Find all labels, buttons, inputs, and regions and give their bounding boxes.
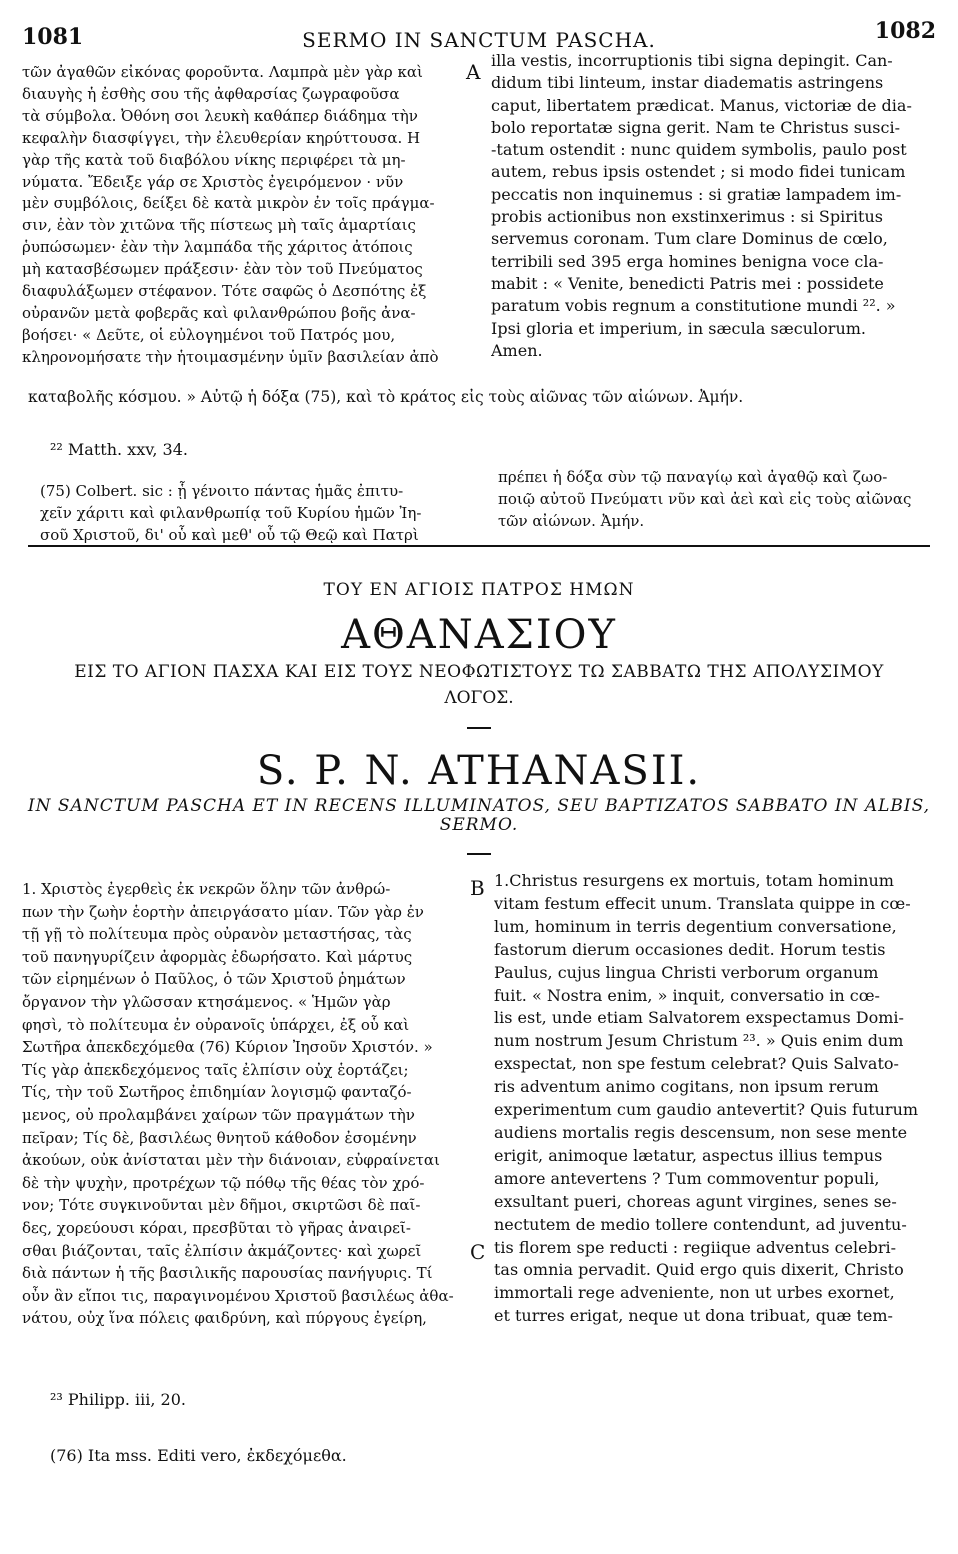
text-line: τοῦ πανηγυρίζειν ἀφορμὰς ἐδωρήσατο. Καὶ μάρτυς bbox=[22, 947, 413, 966]
text-line: τῶν ἀγαθῶν εἰκόνας φοροῦντα. Λαμπρὰ μὲν γὰρ καὶ bbox=[22, 63, 423, 81]
text-line: et turres erigat, neque ut dona tribuat, quæ tem- bbox=[494, 1306, 893, 1326]
text-line: τὰ σύμβολα. Ὀθόνη σοι λευκὴ καθάπερ διάδημα τὴν bbox=[22, 106, 418, 125]
text-line: bolo reportatæ signa gerit. Nam te Christus susci- bbox=[491, 117, 900, 137]
text-line: διαυγὴς ἡ ἐσθὴς σου τῆς ἀφθαρσίας ζωγραφοῦσα bbox=[22, 84, 400, 103]
text-line: 1. Χριστὸς ἐγερθεὶς ἐκ νεκρῶν ὅλην τῶν ἀνθρώ- bbox=[22, 880, 391, 898]
text-line: servemus coronam. Tum clare Dominus de cœlo, bbox=[491, 229, 888, 249]
text-line: probis actionibus non exstinxerimus : si Spiritus bbox=[491, 207, 883, 227]
text-line: Τίς γὰρ ἀπεκδεχόμενος ταῖς ἐλπίσιν οὐχ ἑορτάζει; bbox=[22, 1060, 409, 1079]
text-line: lis est, unde etiam Salvatorem exspectamus Domi- bbox=[494, 1008, 904, 1028]
footnote-line: σοῦ Χριστοῦ, δι' οὗ καὶ μεθ' οὗ τῷ Θεῷ καὶ Πατρὶ bbox=[40, 526, 419, 544]
top-greek-last-line: καταβολῆς κόσμου. » Αὐτῷ ἡ δόξα (75), καὶ τὸ κράτος εἰς τοὺς αἰῶνας τῶν αἰώνων. Ἀμήν. bbox=[28, 388, 744, 406]
text-line: vitam festum effecit unum. Translata quippe in cœ- bbox=[494, 893, 911, 913]
text-line: Amen. bbox=[491, 340, 543, 360]
text-line: Σωτῆρα ἀπεκδεχόμεθα (76) Κύριον Ἰησοῦν Χριστόν. » bbox=[22, 1038, 433, 1057]
title-athanasius-greek: ΑΘΑΝΑΣΙΟΥ bbox=[341, 612, 617, 658]
text-line: Paulus, cujus lingua Christi verborum organum bbox=[494, 962, 879, 982]
text-line: illa vestis, incorruptionis tibi signa depingit. Can- bbox=[491, 51, 893, 70]
right-page-number: 1082 bbox=[874, 18, 936, 44]
text-line: fastorum dierum occasiones dedit. Horum testis bbox=[494, 939, 886, 959]
title-athanasius-latin: S. P. N. ATHANASII. bbox=[256, 748, 702, 794]
footnote-line: ποιῷ αὐτοῦ Πνεύματι νῦν καὶ ἀεὶ καὶ εἰς τοὺς αἰῶνας bbox=[498, 490, 912, 508]
text-line: terribili sed 395 erga homines benigna voce cla- bbox=[491, 251, 884, 271]
footnote-75-left bbox=[40, 480, 470, 546]
title-dash-1 bbox=[467, 727, 491, 729]
text-line: τῶν εἰρημένων ὁ Παῦλος, ὁ τῶν Χριστοῦ ῥημάτων bbox=[22, 970, 406, 989]
text-line: πων τὴν ζωὴν ἑορτὴν ἀπειργάσατο μίαν. Τῶν γὰρ ἐν bbox=[22, 902, 424, 921]
section-divider bbox=[28, 545, 930, 547]
text-line: σθαι βιάζονται, ταῖς ἐλπίσιν ἀκμάζοντες· καὶ χωρεῖ bbox=[22, 1241, 422, 1260]
text-line: γὰρ τῆς κατὰ τοῦ διαβόλου νίκης περιφέρει τὰ μη- bbox=[22, 150, 406, 169]
title-line-greek-small: ΤΟΥ ΕΝ ΑΓΙΟΙΣ ΠΑΤΡΟΣ ΗΜΩΝ bbox=[323, 580, 635, 600]
text-line: audiens mortalis regis descensum, non sese mente bbox=[494, 1122, 908, 1142]
text-line: πεῖραν; Τίς δὲ, βασιλέως θνητοῦ κάθοδον ἐσομένην bbox=[22, 1128, 417, 1147]
text-line: amore antevertens ? Tum commoventur populi, bbox=[494, 1168, 880, 1188]
text-line: ris adventum animo cogitans, non ipsum rerum bbox=[494, 1077, 879, 1097]
text-line: didum tibi linteum, instar diadematis astringens bbox=[491, 73, 884, 93]
text-line: caput, libertatem prædicat. Manus, victoriæ de dia- bbox=[491, 95, 912, 115]
text-line: erigit, animoque lætatur, aspectus illius tempus bbox=[494, 1145, 883, 1165]
margin-marker-b: B bbox=[470, 876, 485, 900]
text-line: νύματα. Ἔδειξε γάρ σε Χριστὸς ἐγειρόμενον · νῦν bbox=[22, 172, 404, 191]
text-line: δες, χορεύουσι κόραι, πρεσβῦται τὸ γῆρας ἀναιρεῖ- bbox=[22, 1218, 411, 1237]
text-line: Ipsi gloria et imperium, in sæcula sæculorum. bbox=[491, 318, 866, 338]
text-line: peccatis non inquinemus : si gratiæ lampadem im- bbox=[491, 184, 902, 204]
text-line: διὰ πάντων ἡ τῆς βασιλικῆς παρουσίας πανήγυρις. Τί bbox=[22, 1264, 433, 1283]
top-latin-column bbox=[491, 50, 936, 362]
title-subtitle-latin: IN SANCTUM PASCHA ET IN RECENS ILLUMINATOS, SEU BAPTIZATOS SABBATO IN ALBIS, bbox=[27, 796, 931, 816]
text-line: κληρονομήσατε τὴν ἡτοιμασμένην ὑμῖν βασιλείαν ἀπὸ bbox=[22, 347, 439, 366]
footnote-line: χεῖν χάριτι καὶ φιλανθρωπίᾳ τοῦ Κυρίου ἡμῶν Ἰη- bbox=[40, 504, 422, 522]
top-greek-column bbox=[22, 62, 466, 369]
text-line: experimentum cum gaudio antevertit? Quis futurum bbox=[494, 1100, 919, 1120]
text-line: μὲν συμβόλοις, δείξει δὲ κατὰ μικρὸν ἐν τοῖς πράγμα- bbox=[22, 194, 435, 213]
text-line: τῇ γῇ τὸ πολίτευμα πρὸς οὐρανὸν μεταστήσας, τὰς bbox=[22, 925, 412, 944]
text-line: ἀκούων, οὐκ ἀνίσταται μὲν τὴν διάνοιαν, εὐφραίνεται bbox=[22, 1151, 440, 1170]
title-dash-2 bbox=[467, 853, 491, 855]
body-greek-column bbox=[22, 878, 468, 1330]
title-logos: ΛΟΓΟΣ. bbox=[444, 688, 514, 708]
text-line: ῥυπώσωμεν· ἐὰν τὴν λαμπάδα τῆς χάριτος ἀτόποις bbox=[22, 238, 413, 257]
text-line: ὄργανον τὴν γλῶσσαν κτησάμενος. « Ἡμῶν γὰρ bbox=[22, 992, 391, 1011]
text-line: -tatum ostendit : nunc quidem symbolis, paulo post bbox=[491, 140, 907, 160]
title-subtitle-greek: ΕΙΣ ΤΟ ΑΓΙΟΝ ΠΑΣΧΑ ΚΑΙ ΕΙΣ ΤΟΥΣ ΝΕΟΦΩΤΙΣΤΟΥΣ ΤΩ ΣΑΒΒΑΤΩ ΤΗΣ ΑΠΟΛΥΣΙΜΟΥ bbox=[74, 662, 884, 682]
text-line: διαφυλάξωμεν στέφανον. Τότε σαφῶς ὁ Δεσπότης ἐξ bbox=[22, 282, 427, 301]
text-line: μενος, οὐ προλαμβάνει χαίρων τῶν πραγμάτων τὴν bbox=[22, 1105, 415, 1124]
title-sermo: SERMO. bbox=[439, 815, 519, 835]
body-latin-column bbox=[494, 870, 938, 1328]
text-line: κεφαλὴν διασφίγγει, τὴν ἐλευθερίαν κηρύττουσα. Η bbox=[22, 128, 421, 147]
text-line: δὲ τὴν ψυχὴν, προτρέχων τῷ πόθῳ τῆς θέας τὸν χρό- bbox=[22, 1173, 425, 1192]
footnote-line: πρέπει ἡ δόξα σὺν τῷ παναγίῳ καὶ ἀγαθῷ καὶ ζωο- bbox=[498, 468, 888, 486]
text-line: 1.Christus resurgens ex mortuis, totam hominum bbox=[494, 871, 894, 890]
text-line: φησὶ, τὸ πολίτευμα ἐν οὐρανοῖς ὑπάρχει, ἐξ οὗ καὶ bbox=[22, 1015, 410, 1034]
footnote-23: ²³ Philipp. iii, 20. bbox=[50, 1390, 186, 1409]
footnote-22: ²² Matth. xxv, 34. bbox=[50, 440, 188, 459]
margin-marker-a: A bbox=[466, 60, 481, 84]
text-line: immortali rege adveniente, non ut urbes exornet, bbox=[494, 1283, 895, 1303]
text-line: paratum vobis regnum a constitutione mundi ²². » bbox=[491, 296, 896, 316]
left-page-number: 1081 bbox=[22, 24, 84, 50]
text-line: fuit. « Nostra enim, » inquit, conversatio in cœ- bbox=[494, 985, 880, 1005]
margin-marker-c: C bbox=[470, 1240, 486, 1264]
footnote-76: (76) Ita mss. Editi vero, ἐκδεχόμεθα. bbox=[50, 1446, 347, 1465]
text-line: βοήσει· « Δεῦτε, οἱ εὐλογημένοι τοῦ Πατρός μου, bbox=[22, 325, 396, 344]
text-line: lum, hominum in terris degentium conversatione, bbox=[494, 916, 897, 936]
text-line: σιν, ἐὰν τὸν χιτῶνα τῆς πίστεως μὴ ταῖς ἁμαρτίαις bbox=[22, 216, 416, 235]
text-line: οὖν ἂν εἴποι τις, παραγινομένου Χριστοῦ βασιλέως ἀθα- bbox=[22, 1286, 454, 1305]
text-line: nectutem de medio tollere contendunt, ad juventu- bbox=[494, 1214, 907, 1234]
running-header bbox=[0, 18, 958, 52]
text-line: μὴ κατασβέσωμεν πράξεσιν· ἐὰν τὸν τοῦ Πνεύματος bbox=[22, 260, 423, 279]
text-line: exspectat, non spe festum celebrat? Quis Salvato- bbox=[494, 1054, 899, 1074]
text-line: autem, rebus ipsis ostendet ; si modo fidei tunicam bbox=[491, 162, 906, 182]
text-line: Τίς, τὴν τοῦ Σωτῆρος ἐπιδημίαν λογισμῷ φανταζό- bbox=[22, 1083, 412, 1102]
running-title: SERMO IN SANCTUM PASCHA. bbox=[302, 28, 656, 52]
text-line: exsultant pueri, choreas agunt virgines, senes se- bbox=[494, 1191, 897, 1211]
text-line: νάτου, οὐχ ἵνα πόλεις φαιδρύνη, καὶ πύργους ἐγείρη, bbox=[22, 1309, 427, 1328]
footnote-line: (75) Colbert. sic : ᾗ γένοιτο πάντας ἡμᾶς ἐπιτυ- bbox=[40, 482, 404, 500]
text-line: νον; Τότε συγκινοῦνται μὲν δῆμοι, σκιρτῶσι δὲ παῖ- bbox=[22, 1196, 421, 1215]
footnote-line: τῶν αἰώνων. Ἀμήν. bbox=[498, 512, 645, 530]
text-line: tas omnia pervadit. Quid ergo quis dixerit, Christo bbox=[494, 1260, 904, 1280]
footnote-75-right bbox=[498, 466, 938, 532]
text-line: tis florem spe reducti : regiique adventus celebri- bbox=[494, 1237, 897, 1257]
text-line: mabit : « Venite, benedicti Patris mei : possidete bbox=[491, 273, 884, 293]
text-line: num nostrum Jesum Christum ²³. » Quis enim dum bbox=[494, 1031, 904, 1051]
text-line: οὐρανῶν μετὰ φοβερᾶς καὶ φιλανθρώπου βοῆς ἀνα- bbox=[22, 303, 416, 322]
